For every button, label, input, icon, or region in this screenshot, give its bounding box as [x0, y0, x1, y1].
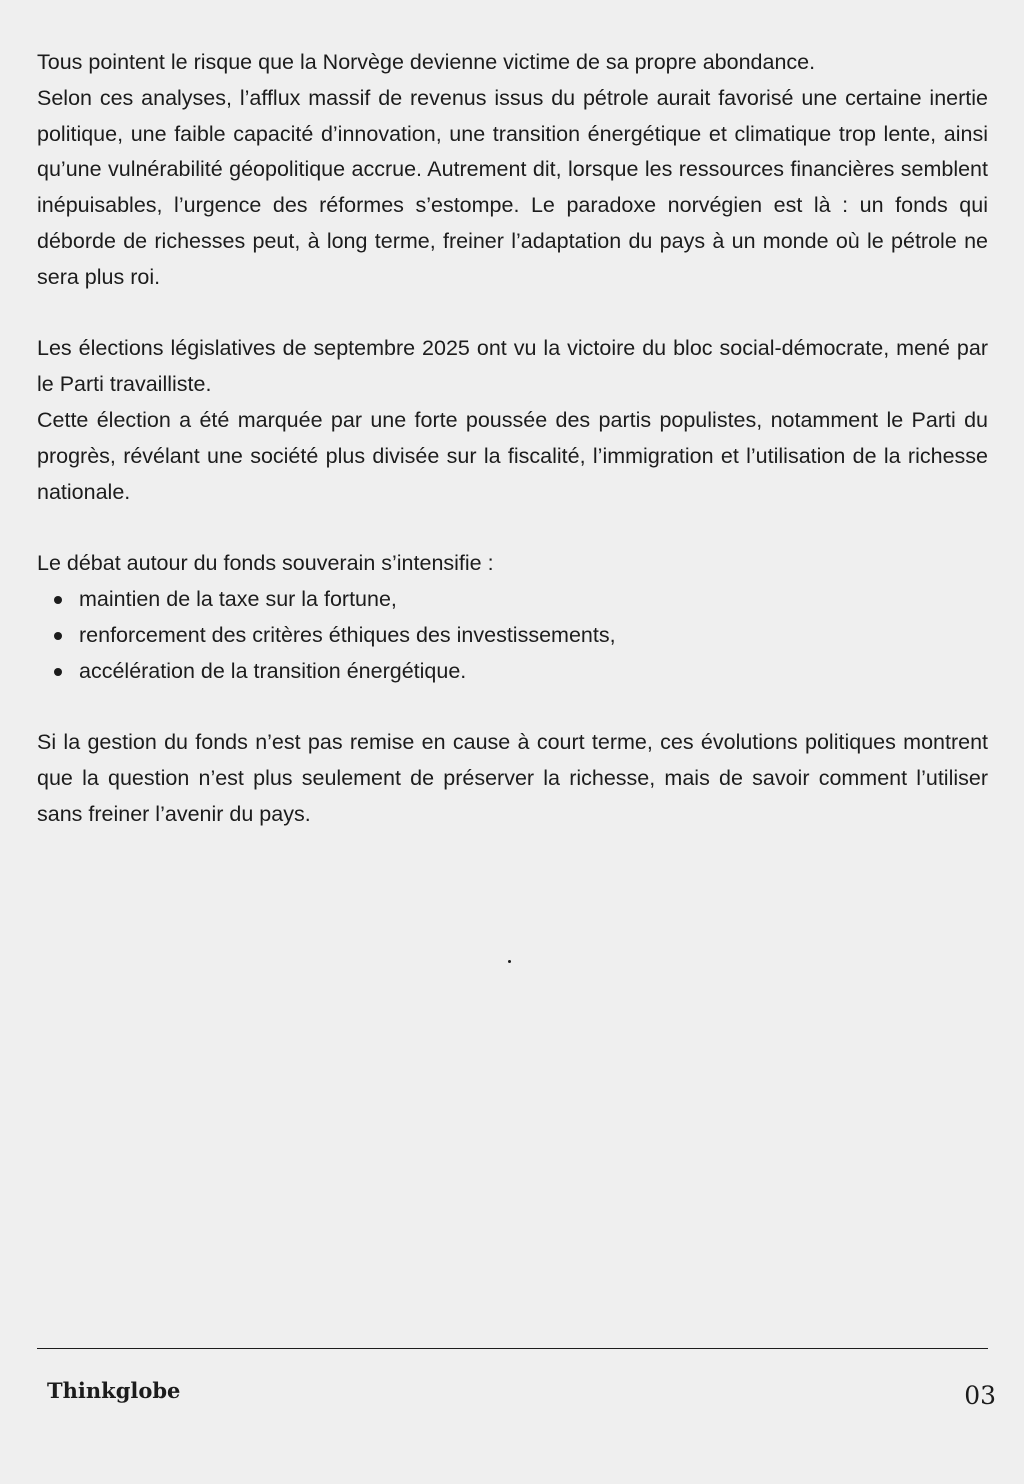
paragraph-debate-intro: Le débat autour du fonds souverain s’intensifie : [37, 551, 494, 576]
stray-dot-mark [508, 960, 511, 963]
paragraph-populists: Cette élection a été marquée par une forte poussée des partis populistes, notamment le Parti du progrès, révélant une société plus divisée sur la fiscalité, l’immigration et l’utilisation de la richesse nationale. [37, 407, 988, 504]
paragraph-analysis: Selon ces analyses, l’afflux massif de revenus issus du pétrole aurait favorisé une certaine inertie politique, une faible capacité d’innovation, une transition énergétique et climatique trop lente, ainsi qu’une vulnérabilité géopolitique accrue. Autrement dit, lorsque les ressources financières semblent inépuisables, l’urgence des réformes s’estompe. Le paradoxe norvégien est là : un fonds qui déborde de richesses peut, à long terme, freiner l’adaptation du pays à un monde où le pétrole ne sera plus roi. [37, 85, 988, 289]
paragraph-conclusion: Si la gestion du fonds n’est pas remise en cause à court terme, ces évolutions politiques montrent que la question n’est plus seulement de préserver la richesse, mais de savoir comment l’utiliser sans freiner l’avenir du pays. [37, 730, 988, 826]
list-item-text: accélération de la transition énergétique. [79, 658, 467, 683]
bullet-icon [54, 632, 62, 640]
list-item [37, 582, 988, 618]
list-item [37, 618, 988, 654]
paragraph-elections: Les élections législatives de septembre 2025 ont vu la victoire du bloc social-démocrate, mené par le Parti travailliste. [37, 336, 988, 397]
bullet-icon [54, 668, 62, 676]
page-number: 03 [964, 1381, 996, 1410]
footer-divider [37, 1348, 988, 1349]
article-body [37, 45, 988, 833]
list-item [37, 654, 988, 690]
paragraph-spacer [37, 689, 988, 725]
footer-brand: Thinkglobe [47, 1378, 181, 1403]
debate-bullet-list [37, 582, 988, 689]
paragraph-spacer [37, 510, 988, 546]
bullet-icon [54, 596, 62, 604]
list-item-text: renforcement des critères éthiques des investissements, [79, 622, 616, 647]
list-item-text: maintien de la taxe sur la fortune, [79, 586, 397, 611]
paragraph-spacer [37, 296, 988, 332]
paragraph-intro-line: Tous pointent le risque que la Norvège devienne victime de sa propre abondance. [37, 50, 816, 74]
